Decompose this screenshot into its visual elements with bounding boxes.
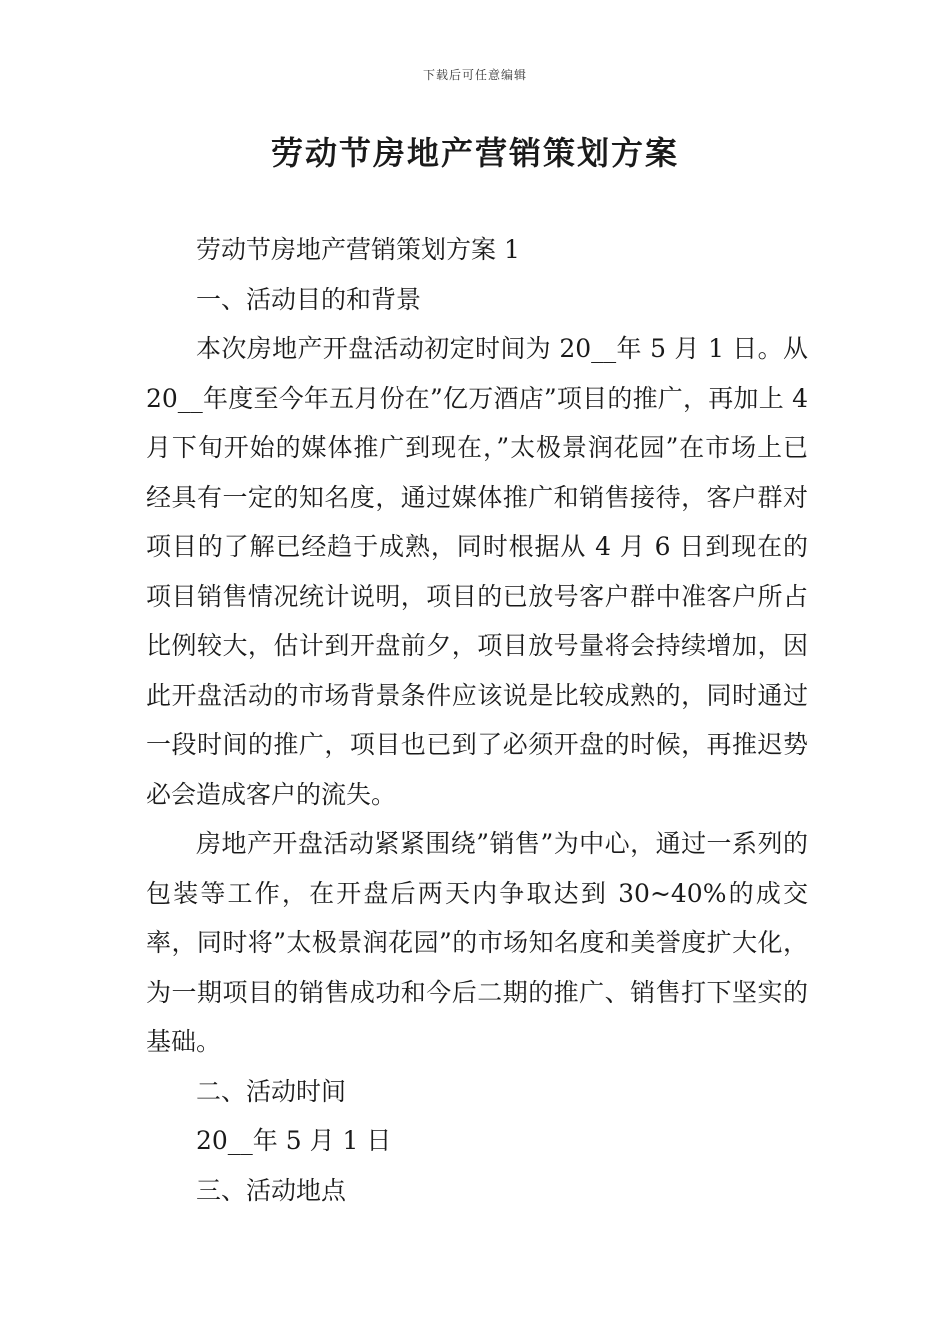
activity-date: 20__年 5 月 1 日 [196, 1126, 392, 1155]
document-body [146, 225, 808, 1215]
header-note: 下载后可任意编辑 [422, 68, 527, 82]
paragraph-goal: 房地产开盘活动紧紧围绕”销售”为中心，通过一系列的包装等工作，在开盘后两天内争取达到 30~40%的成交率，同时将”太极景润花园”的市场知名度和美誉度扩大化，为一期项目的销售成功和今后二期的推广、销售打下坚实的基础。 [146, 829, 808, 1056]
section-heading-location: 三、活动地点 [196, 1175, 347, 1205]
section-heading-time: 二、活动时间 [196, 1076, 347, 1106]
document-title: 劳动节房地产营销策划方案 [270, 134, 679, 172]
section-heading-purpose: 一、活动目的和背景 [196, 284, 422, 314]
paragraph-background: 本次房地产开盘活动初定时间为 20__年 5 月 1 日。从 20__年度至今年五月份在”亿万酒店”项目的推广，再加上 4 月下旬开始的媒体推广到现在，”太极景润花园”在市场上已经具有一定的知名度，通过媒体推广和销售接待，客户群对项目的了解已经趋于成熟，同时根据从 4 月 6 日到现在的项目销售情况统计说明，项目的已放号客户群中准客户所占比例较大，估计到开盘前夕，项目放号量将会持续增加，因此开盘活动的市场背景条件应该说是比较成熟的，同时通过一段时间的推广，项目也已到了必须开盘的时候，再推迟势必会造成客户的流失。 [146, 334, 808, 809]
section-subtitle: 劳动节房地产营销策划方案 1 [196, 235, 520, 264]
